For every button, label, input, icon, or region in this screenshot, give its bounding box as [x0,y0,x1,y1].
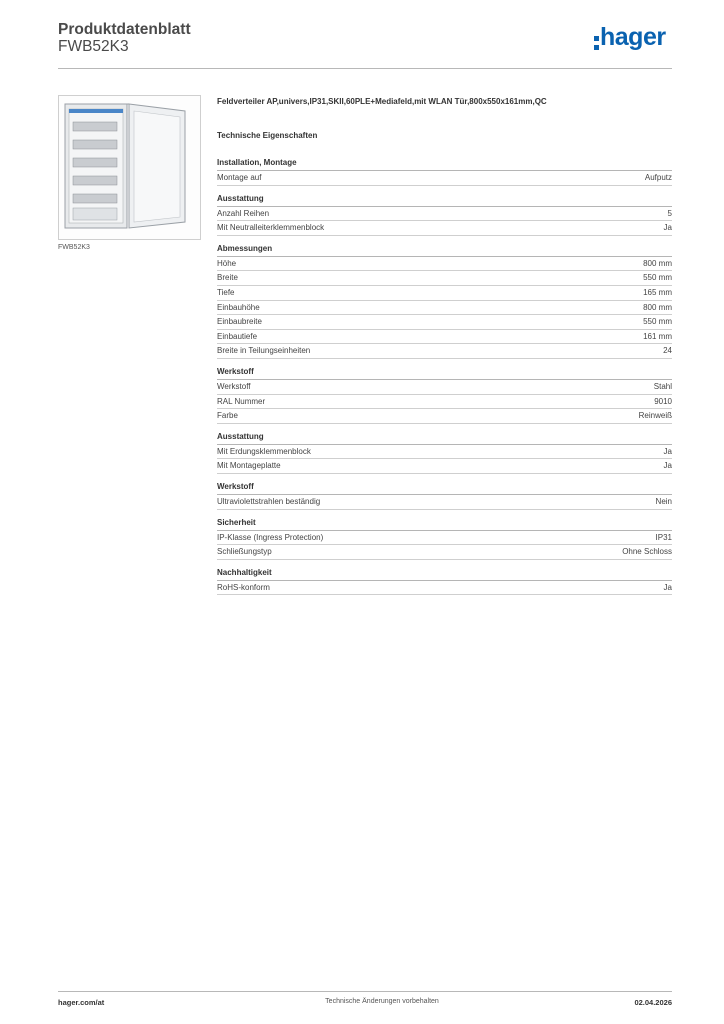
property-group-title: Nachhaltigkeit [217,567,672,581]
property-group-title: Ausstattung [217,431,672,445]
property-group-title: Installation, Montage [217,157,672,171]
property-value: Stahl [653,381,672,391]
property-label: Einbaubreite [217,317,262,327]
property-group [217,157,672,186]
property-value: 550 mm [643,317,672,327]
property-row [217,495,672,510]
property-group [217,567,672,596]
property-row [217,380,672,395]
property-row [217,286,672,301]
property-label: Schließungstyp [217,547,272,557]
property-row [217,445,672,460]
property-row [217,409,672,424]
property-label: Tiefe [217,287,235,297]
property-row [217,330,672,345]
property-value: 550 mm [643,273,672,283]
property-value: Ja [663,446,672,456]
property-value: Ohne Schloss [622,547,672,557]
property-group [217,431,672,474]
property-group [217,193,672,236]
property-row [217,344,672,359]
property-label: IP-Klasse (Ingress Protection) [217,532,324,542]
property-label: Anzahl Reihen [217,208,270,218]
property-label: RAL Nummer [217,396,266,406]
property-value: Reinweiß [638,411,672,421]
property-row [217,271,672,286]
technical-properties [217,157,672,602]
property-value: 5 [667,208,672,218]
property-group-title: Werkstoff [217,481,672,495]
image-caption: FWB52K3 [58,244,90,251]
footer-website-link[interactable]: hager.com/at [58,998,105,1007]
property-group [217,517,672,560]
property-value: Aufputz [644,173,672,182]
property-row [217,221,672,236]
property-group [217,481,672,510]
property-group [217,243,672,359]
property-row [217,395,672,410]
property-row [217,459,672,474]
property-group-title: Werkstoff [217,366,672,380]
property-value: 800 mm [643,302,672,312]
property-value: IP31 [655,532,672,542]
property-group-title: Ausstattung [217,193,672,207]
property-value: Nein [655,496,672,506]
property-row [217,315,672,330]
property-value: Ja [663,582,672,592]
logo-text: hager [600,23,666,51]
property-group [217,366,672,424]
footer-divider [58,991,672,992]
property-row [217,171,672,186]
property-value: Ja [663,223,672,233]
property-value: 800 mm [643,258,672,268]
property-label: Höhe [217,258,237,268]
page-title: Produktdatenblatt [58,21,191,38]
product-description: Feldverteiler AP,univers,IP31,SKII,60PLE+Mediafeld,mit WLAN Tür,800x550x161mm,QC [217,97,547,106]
technical-properties-title: Technische Eigenschaften [217,131,318,140]
property-label: Mit Erdungsklemmenblock [217,446,311,456]
property-label: Breite [217,273,238,283]
property-value: 161 mm [643,331,672,341]
property-label: Einbautiefe [217,331,258,341]
property-group-title: Abmessungen [217,243,672,257]
property-label: Einbauhöhe [217,302,260,312]
header-divider [58,68,672,69]
property-label: Breite in Teilungseinheiten [217,346,311,356]
property-value: Ja [663,461,672,471]
property-row [217,257,672,272]
property-label: RoHS-konform [217,582,270,592]
distribution-board-image [59,96,200,239]
property-value: 9010 [654,396,672,406]
property-row [217,531,672,546]
property-label: Mit Montageplatte [217,461,281,471]
property-label: Montage auf [217,173,262,182]
product-code: FWB52K3 [58,38,129,55]
property-row [217,581,672,596]
property-label: Werkstoff [217,381,251,391]
property-row [217,545,672,560]
product-image [58,95,201,240]
footer-date: 02.04.2026 [634,998,672,1007]
property-row [217,301,672,316]
property-label: Ultraviolettstrahlen beständig [217,496,321,506]
property-group-title: Sicherheit [217,517,672,531]
property-value: 24 [663,346,672,356]
property-label: Farbe [217,411,238,421]
property-value: 165 mm [643,287,672,297]
property-row [217,207,672,222]
footer-note: Technische Änderungen vorbehalten [325,998,439,1005]
property-label: Mit Neutralleiterklemmenblock [217,223,325,233]
